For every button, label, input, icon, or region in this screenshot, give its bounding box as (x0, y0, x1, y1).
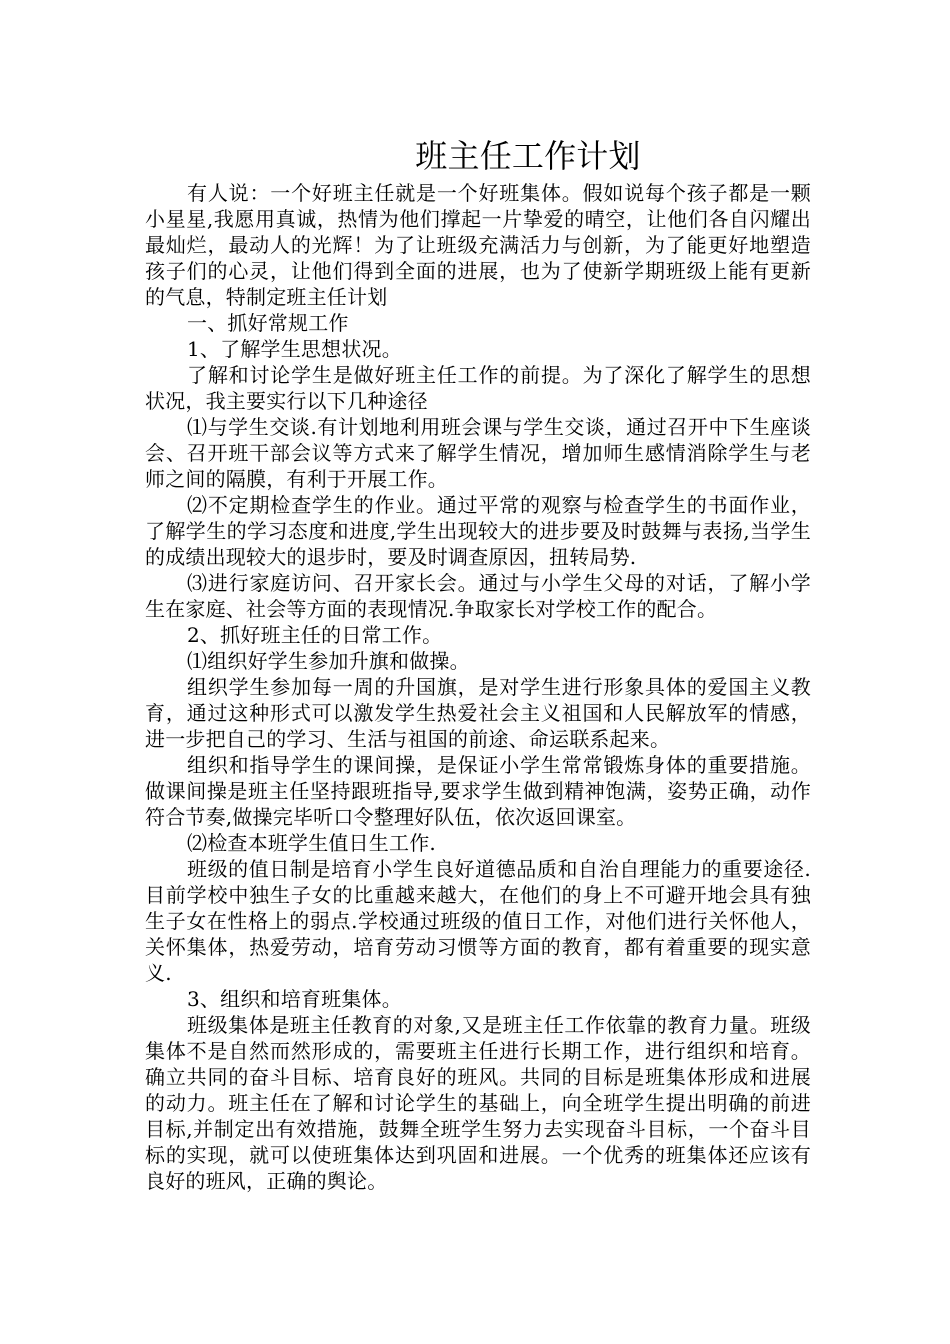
heading-item-1: 1、了解学生思想状况。 (187, 337, 402, 361)
paragraph: 组织学生参加每一周的升国旗，是对学生进行形象具体的爱国主义教育，通过这种形式可以激发学生热爱社会主义祖国和人民解放军的情感，进一步把自己的学习、生活与祖国的前途、命运联系起来。 (145, 675, 811, 751)
paragraph: 班级的值日制是培育小学生良好道德品质和自治自理能力的重要途径.目前学校中独生子女的比重越来越大，在他们的身上不可避开地会具有独生子女在性格上的弱点.学校通过班级的值日工作，对他们进行关怀他人，关怀集体，热爱劳动，培育劳动习惯等方面的教育，都有着重要的现实意义. (145, 857, 811, 985)
paragraph: ⑴与学生交谈.有计划地利用班会课与学生交谈，通过召开中下生座谈会、召开班干部会议等方式来了解学生情况，增加师生感情消除学生与老师之间的隔膜，有利于开展工作。 (145, 415, 811, 491)
heading-item-2: 2、抓好班主任的日常工作。 (187, 623, 443, 647)
document-title: 班主任工作计划 (415, 137, 641, 175)
paragraph: ⑵不定期检查学生的作业。通过平常的观察与检查学生的书面作业，了解学生的学习态度和进度,学生出现较大的进步要及时鼓舞与表扬,当学生的成绩出现较大的退步时，要及时调查原因，扭转局势. (145, 493, 811, 569)
document-page (145, 128, 811, 1194)
paragraph: 组织和指导学生的课间操，是保证小学生常常锻炼身体的重要措施。做课间操是班主任坚持跟班指导,要求学生做到精神饱满，姿势正确，动作符合节奏,做操完毕听口令整理好队伍，依次返回课室。 (145, 753, 811, 829)
heading-item-3: 3、组织和培育班集体。 (187, 987, 402, 1011)
subheading: ⑵检查本班学生值日生工作. (187, 831, 436, 855)
subheading: ⑴组织好学生参加升旗和做操。 (187, 649, 470, 673)
paragraph: 了解和讨论学生是做好班主任工作的前提。为了深化了解学生的思想状况，我主要实行以下几种途径 (145, 363, 811, 413)
paragraph: ⑶进行家庭访问、召开家长会。通过与小学生父母的对话，了解小学生在家庭、社会等方面的表现情况.争取家长对学校工作的配合。 (145, 571, 811, 621)
heading-section-1: 一、抓好常规工作 (187, 311, 349, 335)
paragraph: 班级集体是班主任教育的对象,又是班主任工作依靠的教育力量。班级集体不是自然而然形成的，需要班主任进行长期工作，进行组织和培育。确立共同的奋斗目标、培育良好的班风。共同的目标是班集体形成和进展的动力。班主任在了解和讨论学生的基础上，向全班学生提出明确的前进目标,并制定出有效措施，鼓舞全班学生努力去实现奋斗目标，一个奋斗目标的实现，就可以使班集体达到巩固和进展。一个优秀的班集体还应该有良好的班风，正确的舆论。 (145, 1013, 811, 1193)
paragraph-intro: 有人说：一个好班主任就是一个好班集体。假如说每个孩子都是一颗小星星,我愿用真诚，热情为他们撑起一片挚爱的晴空，让他们各自闪耀出最灿烂，最动人的光辉！为了让班级充满活力与创新，为了能更好地塑造孩子们的心灵，让他们得到全面的进展，也为了使新学期班级上能有更新的气息，特制定班主任计划 (145, 181, 811, 309)
